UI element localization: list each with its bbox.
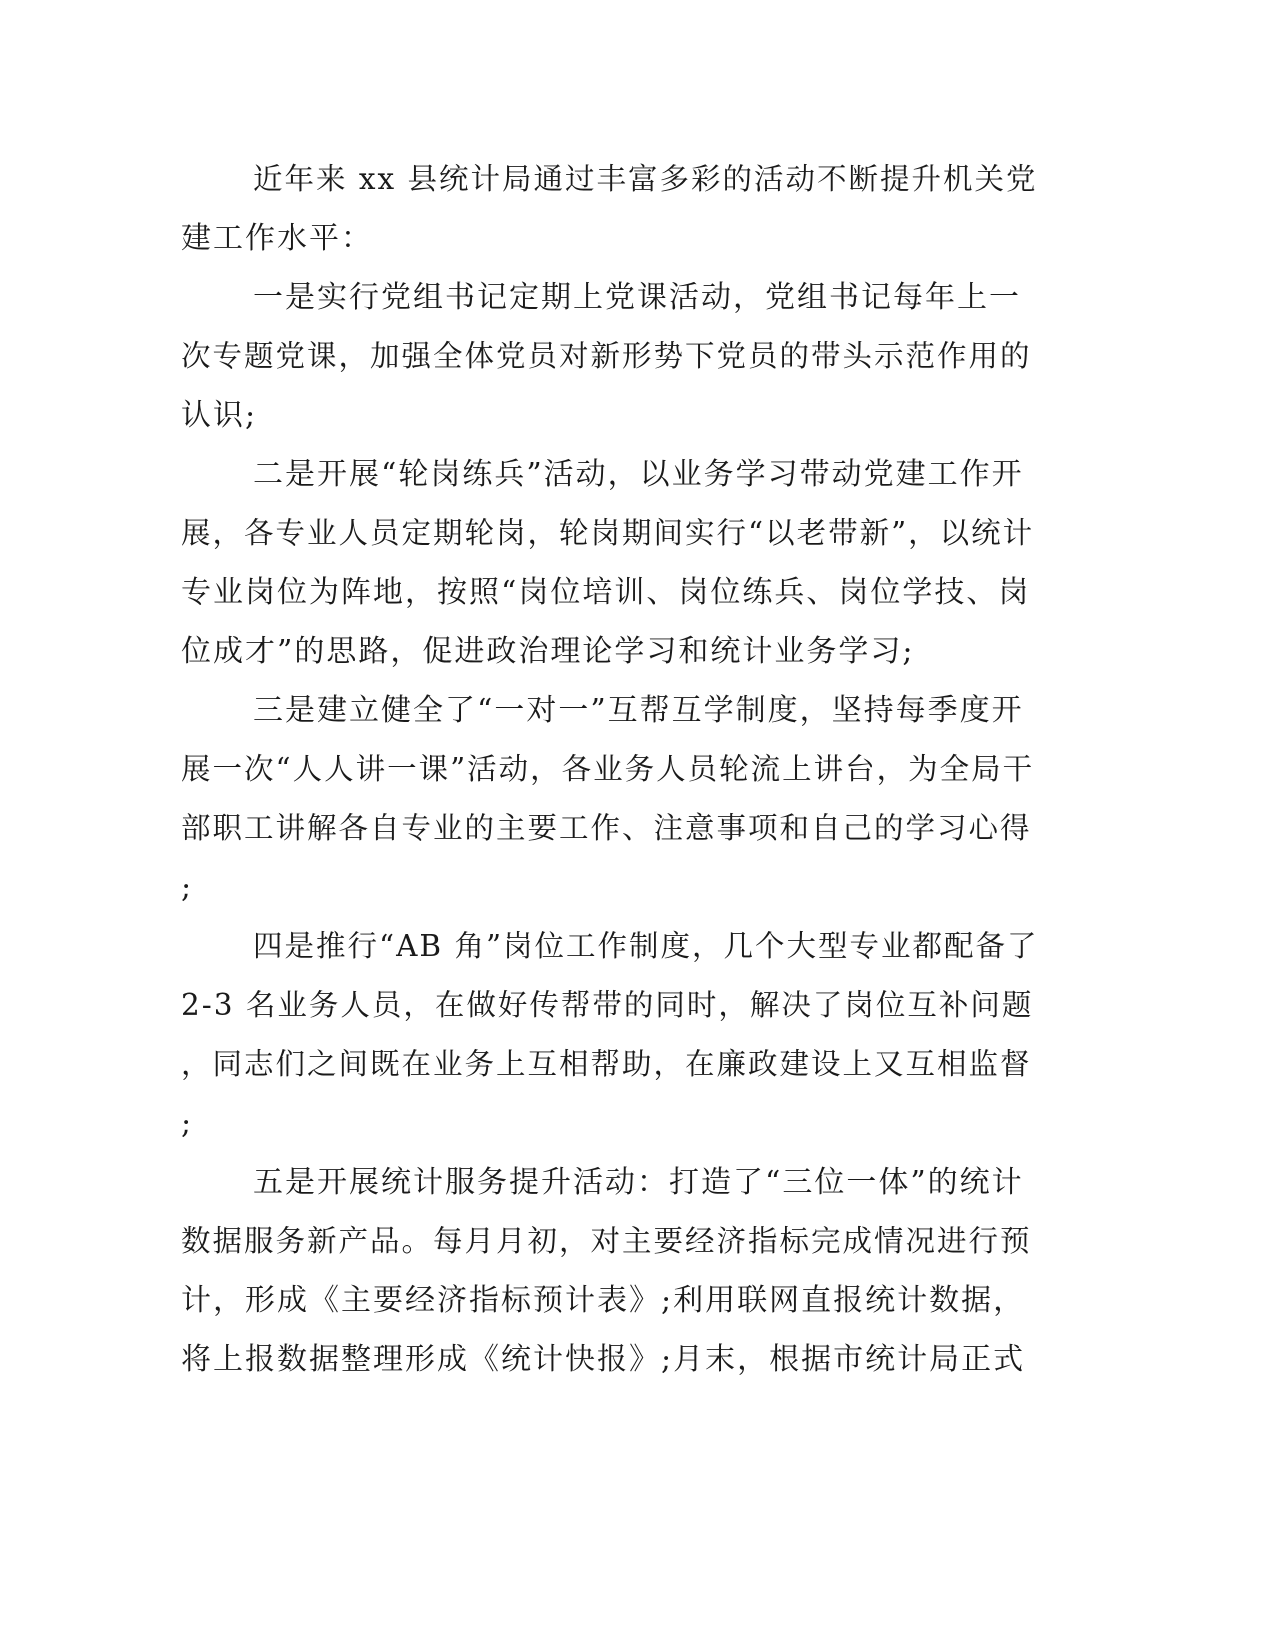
text-line: 一是实行党组书记定期上党课活动，党组书记每年上一 bbox=[253, 280, 1021, 315]
text-line: 四是推行“AB 角”岗位工作制度，几个大型专业都配备了 bbox=[253, 929, 1039, 963]
document-body bbox=[181, 150, 1041, 1389]
text-line: 位成才”的思路，促进政治理论学习和统计业务学习; bbox=[181, 634, 915, 669]
text-line: 展一次“人人讲一课”活动，各业务人员轮流上讲台，为全局干 bbox=[181, 752, 1035, 786]
text-line: 近年来 xx 县统计局通过丰富多彩的活动不断提升机关党 bbox=[253, 162, 1038, 196]
text-line: ，同志们之间既在业务上互相帮助，在廉政建设上又互相监督 bbox=[181, 1047, 1032, 1081]
text-line: 认识; bbox=[181, 398, 258, 433]
text-line: 建工作水平： bbox=[181, 221, 373, 256]
text-line: 部职工讲解各自专业的主要工作、注意事项和自己的学习心得 bbox=[181, 811, 1032, 845]
text-line: 展，各专业人员定期轮岗，轮岗期间实行“以老带新”，以统计 bbox=[181, 516, 1035, 550]
text-line: 2-3 名业务人员，在做好传帮带的同时，解决了岗位互补问题 bbox=[181, 988, 1034, 1022]
text-line: 数据服务新产品。每月月初，对主要经济指标完成情况进行预 bbox=[181, 1224, 1032, 1258]
text-line: 计，形成《主要经济指标预计表》;利用联网直报统计数据， bbox=[181, 1283, 1026, 1318]
text-line: ; bbox=[181, 1106, 194, 1141]
text-line: 三是建立健全了“一对一”互帮互学制度，坚持每季度开 bbox=[253, 693, 1024, 728]
text-line: 五是开展统计服务提升活动：打造了“三位一体”的统计 bbox=[253, 1165, 1024, 1200]
text-line: 次专题党课，加强全体党员对新形势下党员的带头示范作用的 bbox=[181, 339, 1032, 373]
text-line: 二是开展“轮岗练兵”活动，以业务学习带动党建工作开 bbox=[253, 457, 1024, 492]
text-line: ; bbox=[181, 870, 194, 905]
text-line: 专业岗位为阵地，按照“岗位培训、岗位练兵、岗位学技、岗 bbox=[181, 575, 1031, 610]
text-line: 将上报数据整理形成《统计快报》;月末，根据市统计局正式 bbox=[181, 1342, 1026, 1377]
